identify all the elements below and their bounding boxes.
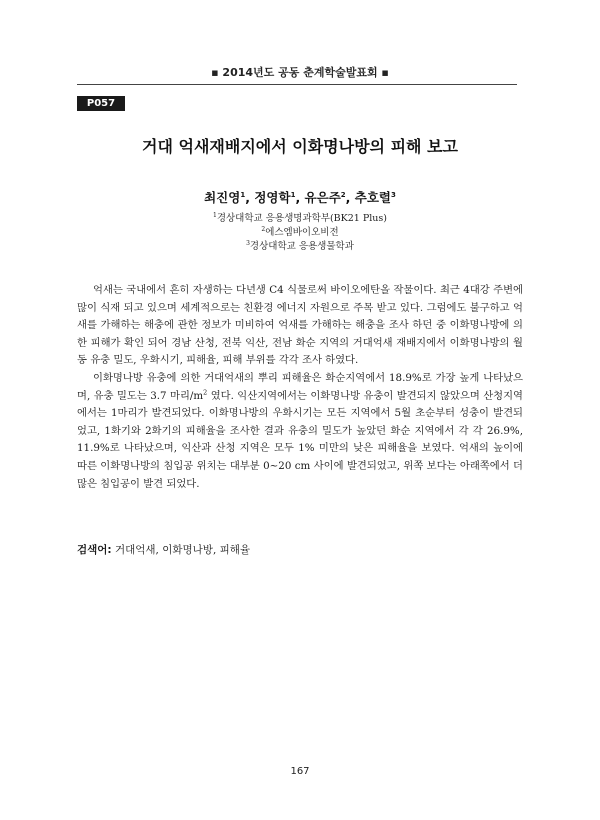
unit-superscript: 2 bbox=[203, 388, 208, 397]
abstract-paragraph bbox=[77, 370, 523, 493]
affiliation-text: 경상대학교 응용생명과학부(BK21 Plus) bbox=[216, 213, 387, 224]
keywords-line bbox=[77, 542, 523, 557]
abstract-body bbox=[77, 282, 523, 493]
author-separator: , bbox=[295, 190, 305, 205]
author-affiliation-mark: 1 bbox=[290, 190, 296, 199]
author-affiliation-mark: 3 bbox=[391, 190, 396, 199]
keywords-label: 검색어: bbox=[77, 544, 112, 556]
author-name: 정영학 bbox=[254, 190, 291, 205]
affiliation-mark: 3 bbox=[246, 239, 250, 247]
poster-number-badge: P057 bbox=[77, 96, 125, 111]
author-name: 유은주 bbox=[304, 190, 341, 205]
keywords-text: 거대억새, 이화명나방, 피해율 bbox=[111, 544, 251, 556]
author-affiliation-mark: 1 bbox=[240, 190, 246, 199]
affiliation-line bbox=[0, 238, 600, 252]
affiliation-text: 경상대학교 응용생물학과 bbox=[249, 241, 354, 252]
author-separator: , bbox=[245, 190, 255, 205]
affiliation-mark: 1 bbox=[213, 211, 217, 219]
affiliation-line bbox=[0, 210, 600, 224]
author-list bbox=[0, 188, 600, 206]
abstract-paragraph: 억새는 국내에서 흔히 자생하는 다년생 C4 식물로써 바이오에탄올 작물이다. 최근 4대강 주변에 많이 식재 되고 있으며 세계적으로는 친환경 에너지 자원으로 주목 받고 있다. 그럼에도 불구하고 억새를 가해하는 해충에 관한 정보가 미비하여 억새를 가해하는 해충을 조사 하던 중 이화명나방에 의한 피해가 확인 되어 경남 산청, 전북 익산, 전남 화순 지역의 거대억새 재배지에서 이화명나방의 월동 유충 밀도, 우화시기, 피해율, 피해 부위를 각각 조사 하였다. bbox=[77, 284, 523, 367]
abstract-text: 였다. 익산지역에서는 이화명나방 유충이 발견되지 않았으며 산청지역에서는 1마리가 발견되었다. 이화명나방의 우화시기는 모든 지역에서 5월 초순부터 성충이 발견되었고, 1화기와 2화기의 피해율을 조사한 결과 유충의 밀도가 높았던 화순 지역에서 각 각 26.9%, 11.9%로 나타났으며, 익산과 산청 지역은 모두 1% 미만의 낮은 피해율을 보였다. 억새의 높이에 따른 이화명나방의 침입공 위치는 대부분 0∼20 cm 사이에 발견되었고, 위쪽 보다는 아래쪽에서 더 많은 침입공이 발견 되었다. bbox=[77, 389, 523, 490]
paper-title: 거대 억새재배지에서 이화명나방의 피해 보고 bbox=[142, 137, 458, 156]
author-name: 추호렬 bbox=[354, 190, 391, 205]
author-affiliation-mark: 2 bbox=[340, 190, 346, 199]
header-divider bbox=[77, 84, 517, 85]
page-number: 167 bbox=[290, 766, 310, 777]
conference-header: ▪ 2014년도 공동 춘계학술발표회 ▪ bbox=[211, 66, 389, 79]
affiliation-text: 에스엠바이오비전 bbox=[265, 227, 339, 238]
abstract-text: 이화명나방 유충에 의한 거대억새의 뿌리 피해율은 화순지역에서 18.9%로 가장 높게 나타났으며, 유충 밀도는 3.7 마리/m bbox=[77, 371, 523, 402]
author-separator: , bbox=[345, 190, 355, 205]
affiliation-mark: 2 bbox=[261, 225, 266, 233]
author-name: 최진영 bbox=[204, 190, 241, 205]
affiliation-line bbox=[0, 224, 600, 238]
